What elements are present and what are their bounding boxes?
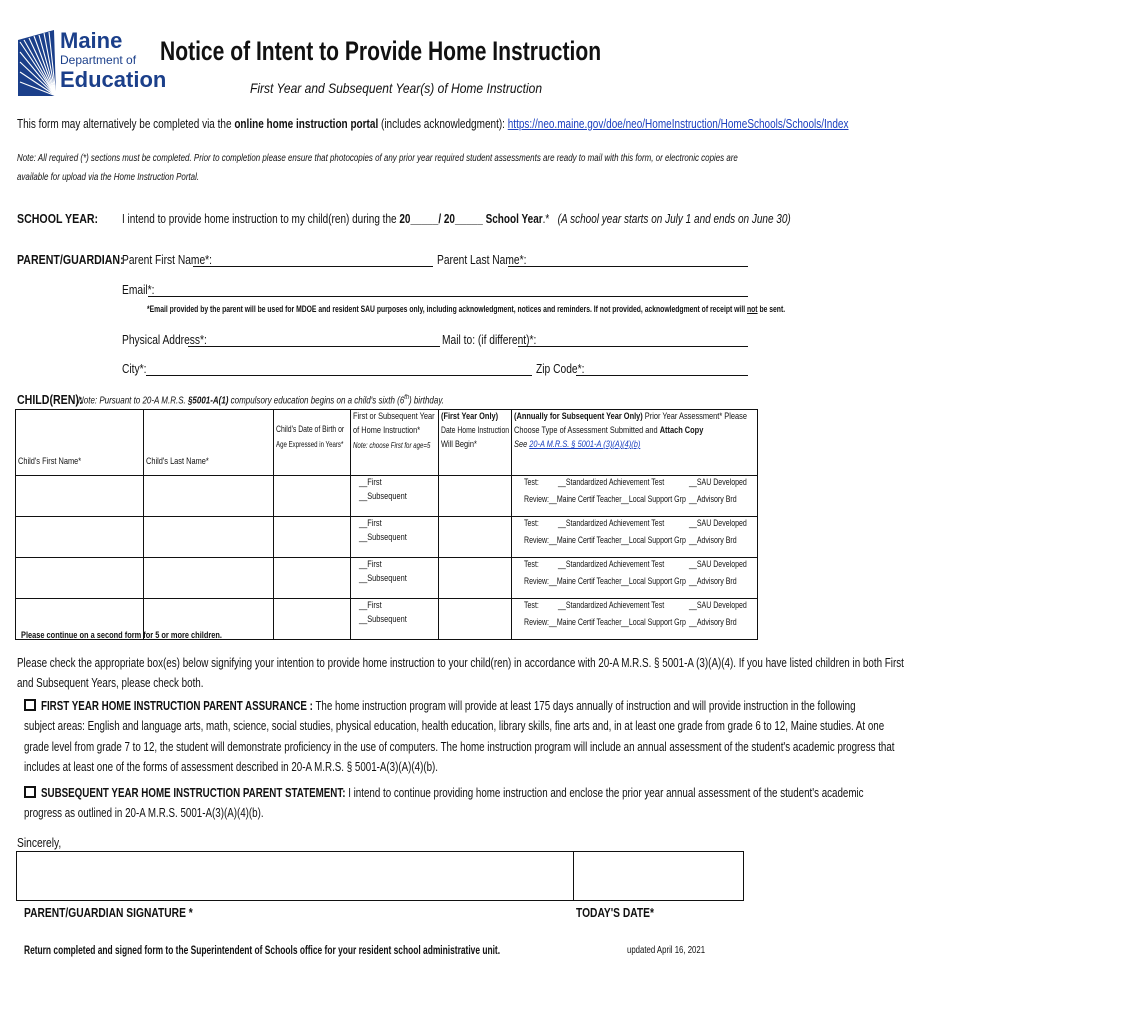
first-subsequent-cell[interactable]: __First __Subsequent — [351, 599, 439, 640]
children-table-header — [16, 410, 758, 476]
col-first-year-date: (First Year Only) Date Home Instruction Will Begin* — [439, 410, 512, 476]
subsequent-line-2: progress as outlined in 20-A M.R.S. 5001-A(3)(A)(4)(b). — [24, 806, 264, 820]
first-year-date-cell[interactable] — [439, 517, 512, 558]
children-label: CHILD(REN): — [17, 393, 83, 407]
parent-last-name-field[interactable] — [508, 266, 748, 267]
parent-guardian-label: PARENT/GUARDIAN: — [17, 253, 124, 267]
zip-code-label: Zip Code*: — [536, 362, 585, 376]
child-dob-cell[interactable] — [274, 476, 351, 517]
return-instructions: Return completed and signed form to the Superintendent of Schools office for your resident school administrative unit. — [24, 943, 501, 957]
first-subsequent-cell[interactable]: __First __Subsequent — [351, 558, 439, 599]
parent-first-name-label: Parent First Name*: — [122, 253, 213, 267]
physical-address-label: Physical Address*: — [122, 333, 207, 347]
child-last-name-cell[interactable] — [144, 517, 274, 558]
children-table — [15, 409, 758, 640]
col-prior-year-assessment: (Annually for Subsequent Year Only) Prior Year Assessment* Please Choose Type of Assessment Submitted and Attach Copy See 20-A M.R.S. § 5001-A (3)(A)(4)(b) — [512, 410, 758, 476]
first-subsequent-cell[interactable]: __First __Subsequent — [351, 517, 439, 558]
form-subtitle: First Year and Subsequent Year(s) of Home Instruction — [250, 80, 543, 96]
portal-link[interactable]: https://neo.maine.gov/doe/neo/HomeInstruction/HomeSchools/Schools/Index — [507, 117, 849, 131]
subsequent-year-checkbox[interactable] — [24, 786, 36, 798]
first-year-date-cell[interactable] — [439, 599, 512, 640]
children-note: Note: Pursuant to 20-A M.R.S. §5001-A(1) compulsory education begins on a child's sixth (6th) birthday. — [78, 394, 444, 407]
child-row — [16, 517, 758, 558]
email-note: *Email provided by the parent will be used for MDOE and resident SAU purposes only, including acknowledgment, notices and reminders. If not provided, acknowledgment of receipt will not be sent. — [147, 304, 786, 315]
email-label: Email*: — [122, 283, 155, 297]
subsequent-heading: SUBSEQUENT YEAR HOME INSTRUCTION PARENT STATEMENT: — [41, 786, 346, 800]
check-intro-line-2: and Subsequent Years, please check both. — [17, 676, 204, 690]
assessment-cell[interactable]: Test: __Standardized Achievement Test __SAU Developed Review: __Maine Certif Teacher __Local Support Grp __Advisory Brd — [512, 517, 758, 558]
logo-text-maine: Maine — [60, 28, 123, 53]
continue-note: Please continue on a second form for 5 or more children. — [21, 630, 222, 641]
parent-last-name-label: Parent Last Name*: — [437, 253, 527, 267]
portal-label: online home instruction portal — [234, 117, 379, 131]
signature-box — [16, 851, 744, 901]
signature-label: PARENT/GUARDIAN SIGNATURE * — [24, 906, 193, 920]
child-dob-cell[interactable] — [274, 558, 351, 599]
maine-doe-logo — [14, 26, 167, 98]
email-field[interactable] — [148, 296, 748, 297]
assessment-cell[interactable]: Test: __Standardized Achievement Test __SAU Developed Review: __Maine Certif Teacher __Local Support Grp __Advisory Brd — [512, 558, 758, 599]
logo-sunburst-icon — [14, 26, 60, 98]
col-first-or-subsequent: First or Subsequent Year of Home Instruction* Note: choose First for age=5 — [351, 410, 439, 476]
child-row — [16, 558, 758, 599]
logo-text-department: Department of — [60, 53, 137, 67]
signature-field[interactable] — [17, 852, 572, 900]
child-dob-cell[interactable] — [274, 599, 351, 640]
statute-link[interactable]: 20-A M.R.S. § 5001-A (3)(A)(4)(b) — [529, 439, 641, 450]
updated-date: updated April 16, 2021 — [627, 945, 706, 956]
intro-text: This form may alternatively be completed via the online home instruction portal (includes acknowledgment): https://neo.maine.gov/doe/neo/HomeInstruction/HomeSchools/Schools/Index — [17, 117, 849, 131]
col-child-last-name: Child's Last Name* — [144, 410, 274, 476]
child-dob-cell[interactable] — [274, 517, 351, 558]
date-label: TODAY'S DATE* — [576, 906, 655, 920]
school-year-label: SCHOOL YEAR: — [17, 212, 99, 226]
zip-code-field[interactable] — [576, 375, 748, 376]
child-last-name-cell[interactable] — [144, 558, 274, 599]
subsequent-line-1: SUBSEQUENT YEAR HOME INSTRUCTION PARENT STATEMENT: I intend to continue providing home instruction and enclose the prior year annual assessment of the student's academic — [24, 786, 1093, 800]
first-year-date-cell[interactable] — [439, 476, 512, 517]
city-field[interactable] — [146, 375, 532, 376]
child-row — [16, 476, 758, 517]
mail-to-label: Mail to: (if different)*: — [442, 333, 537, 347]
date-field[interactable] — [574, 852, 743, 900]
sincerely-text: Sincerely, — [17, 836, 62, 850]
first-year-checkbox[interactable] — [24, 699, 36, 711]
assessment-cell[interactable]: Test: __Standardized Achievement Test __SAU Developed Review: __Maine Certif Teacher __Local Support Grp __Advisory Brd — [512, 476, 758, 517]
child-first-name-cell[interactable] — [16, 476, 144, 517]
first-year-line-2: subject areas: English and language arts, math, science, social studies, physical education, health education, library skills, fine arts and, in at least one grade from grade 6 to 12, Maine studies. At one — [24, 719, 885, 733]
school-year-end-field[interactable]: / 20_____ — [438, 212, 483, 226]
first-year-line-3: grade level from grade 7 to 12, the student will demonstrate proficiency in the use of computers. The home instruction program will include an annual assessment of the student's academic progress that — [24, 740, 895, 754]
note-line-1: Note: All required (*) sections must be completed. Prior to completion please ensure that photocopies of any prior year required student assessments are ready to mail with this form, or electronic copies are — [17, 153, 738, 164]
check-intro-line-1: Please check the appropriate box(es) below signifying your intention to provide home instruction to your child(ren) in accordance with 20-A M.R.S. § 5001-A (3)(A)(4). If you have listed children in both First — [17, 656, 904, 670]
school-year-start-field[interactable]: 20_____ — [399, 212, 439, 226]
child-first-name-cell[interactable] — [16, 558, 144, 599]
first-year-line-1: FIRST YEAR HOME INSTRUCTION PARENT ASSURANCE : The home instruction program will provide at least 175 days annually of instruction and will provide instruction in the following — [24, 699, 1083, 713]
first-year-date-cell[interactable] — [439, 558, 512, 599]
city-label: City*: — [122, 362, 147, 376]
first-year-heading: FIRST YEAR HOME INSTRUCTION PARENT ASSURANCE : — [41, 699, 313, 713]
parent-first-name-field[interactable] — [193, 266, 433, 267]
note-line-2: available for upload via the Home Instruction Portal. — [17, 172, 200, 183]
col-child-first-name: Child's First Name* — [16, 410, 144, 476]
logo-text-education: Education — [60, 67, 167, 92]
child-last-name-cell[interactable] — [144, 476, 274, 517]
col-date-of-birth: Child's Date of Birth or Age Expressed in Years* — [274, 410, 351, 476]
first-year-line-4: includes at least one of the forms of assessment described in 20-A M.R.S. § 5001-A(3)(A)(4)(b). — [24, 760, 438, 774]
school-year-text: I intend to provide home instruction to my child(ren) during the 20_____/ 20_____ School Year.* (A school year starts on July 1 and ends on June 30) — [122, 212, 791, 226]
mail-to-field[interactable] — [518, 346, 748, 347]
physical-address-field[interactable] — [188, 346, 440, 347]
first-subsequent-cell[interactable]: __First __Subsequent — [351, 476, 439, 517]
child-first-name-cell[interactable] — [16, 517, 144, 558]
assessment-cell[interactable]: Test: __Standardized Achievement Test __SAU Developed Review: __Maine Certif Teacher __Local Support Grp __Advisory Brd — [512, 599, 758, 640]
form-title: Notice of Intent to Provide Home Instruction — [160, 36, 602, 66]
